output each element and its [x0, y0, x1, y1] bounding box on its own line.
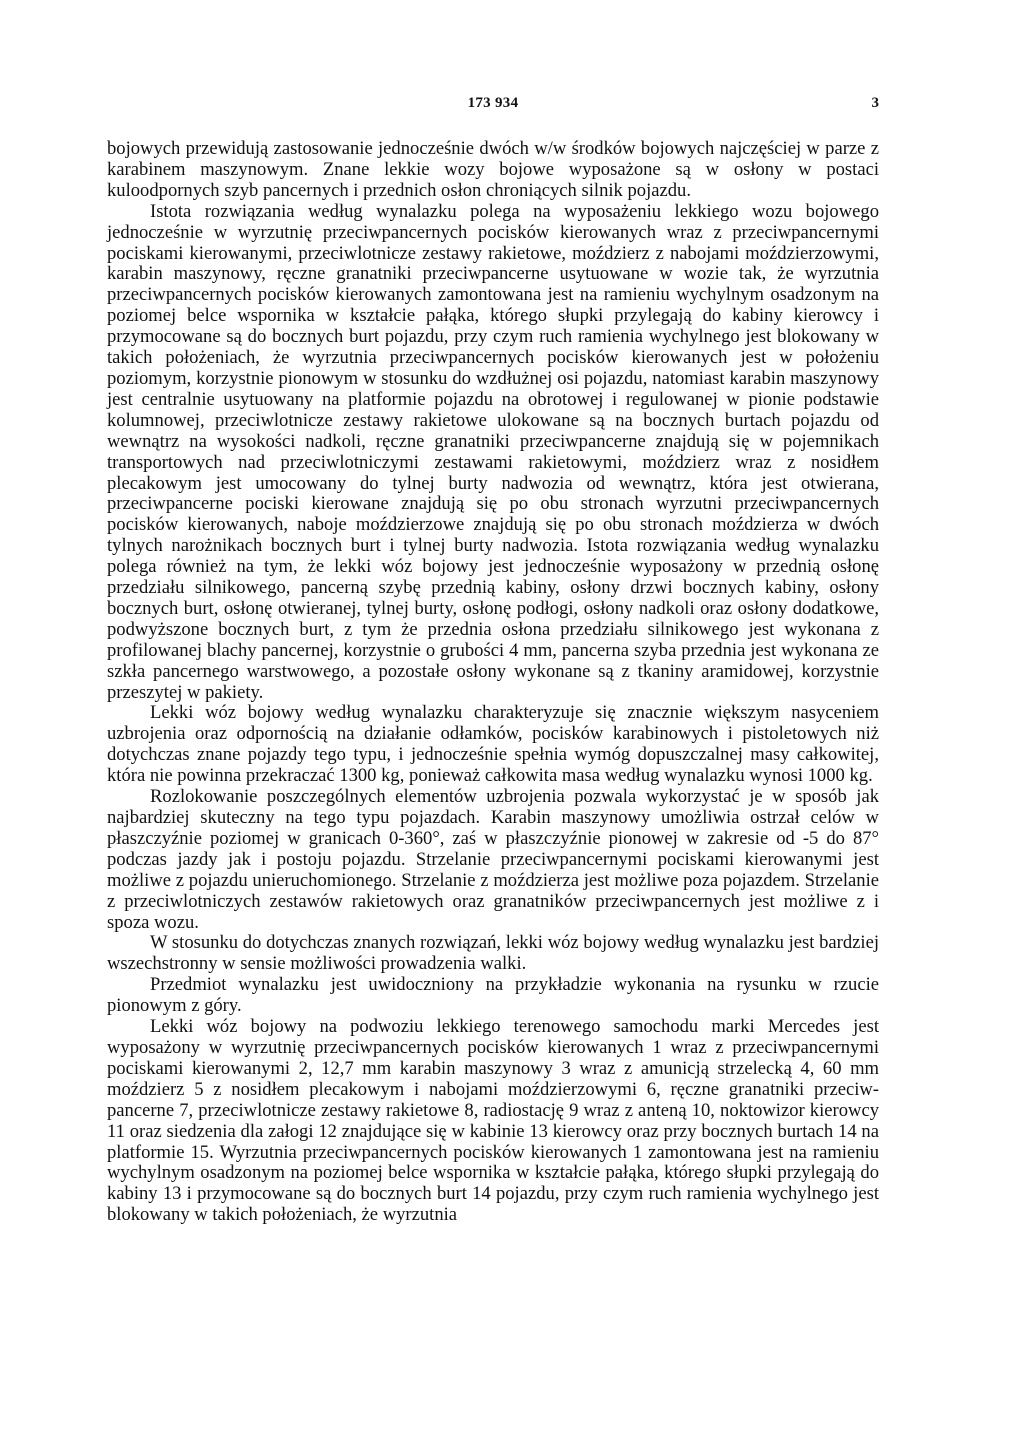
paragraph: W stosunku do dotychczas znanych rozwiązań, lekki wóz bojowy według wynalazku jest bardziej wszechstronny w sensie możliwości prowadzenia walki.: [107, 932, 879, 975]
paragraph: Lekki wóz bojowy według wynalazku charakteryzuje się znacznie większym nasyceniem uzbrojenia oraz odpornością na działanie odłamków, pocisków karabinowych i pistoletowych niż dotychczas znane pojazdy tego typu, i jednocześnie spełnia wymóg dopuszczalnej masy całkowitej, która nie powinna przekraczać 1300 kg, ponieważ całkowita masa według wynalazku wynosi 1000 kg.: [107, 702, 879, 787]
paragraph: bojowych przewidują zastosowanie jednocześnie dwóch w/w środków bojowych najczęściej w parze z karabinem maszynowym. Znane lekkie wozy bojowe wyposażone są w osłony w postaci kuloodpornych szyb pancernych i przednich osłon chroniących silnik pojazdu.: [107, 138, 879, 201]
paragraph: Istota rozwiązania według wynalazku polega na wyposażeniu lekkiego wozu bojowego jednocześnie w wyrzutnię przeciwpancernych pocisków kierowanych wraz z przeciwpancernymi pociskami kierowanymi, przeciwlotnicze zestawy rakietowe, moździerz z nabojami moździerzowymi, karabin maszynowy, ręczne granatniki przeciwpancerne usytuowane w wozie tak, że wyrzutnia przeciwpancernych pocisków kierowanych zamontowana jest na ramieniu wychylnym osadzonym na poziomej belce wspornika w kształcie pałąka, którego słupki przylegają do kabiny kierowcy i przymocowane są do bocznych burt pojazdu, przy czym ruch ramienia wychylnego jest blokowany w takich położeniach, że wyrzutnia przeciwpancernych pocisków kierowanych jest w położeniu poziomym, korzystnie pionowym w stosunku do wzdłużnej osi pojazdu, natomiast karabin maszynowy jest centralnie usytuowany na platformie pojazdu na obrotowej i regulowanej w pionie podstawie kolumnowej, przeciwlotnicze zestawy rakietowe ulokowane są na bocznych burtach pojazdu od wewnątrz na wysokości nadkoli, ręczne granatniki przeciwpancerne znajdują się w pojemnikach transportowych nad przeciwlotniczymi zestawami rakietowymi, moździerz wraz z nosidłem plecakowym jest umocowany do tylnej burty nadwozia od wewnątrz, która jest otwierana, przeciwpancerne pociski kierowane znajdują się po obu stronach wyrzutni przeciwpancernych pocisków kierowanych, naboje moździerzowe znajdują się po obu stronach moździerza w dwóch tylnych narożnikach bocznych burt i tylnej burty nadwozia. Istota rozwiązania według wynalazku polega również na tym, że lekki wóz bojowy jest jednocześnie wyposażony w przednią osłonę przedziału silnikowego, pancerną szybę przednią kabiny, osłony drzwi bocznych kabiny, osłony bocznych burt, osłonę otwieranej, tylnej burty, osłonę podłogi, osłony nadkoli oraz osłony dodatkowe, podwyższone bocznych burt, z tym że przednia osłona przedziału silnikowego jest wykonana z profilowanej blachy pancernej, korzystnie o grubości 4 mm, pancerna szyba przednia jest wykonana ze szkła pancernego warstwowego, a pozostałe osłony wykonane są z tkaniny aramidowej, korzystnie przeszytej w pakiety.: [107, 200, 879, 703]
paragraph: Przedmiot wynalazku jest uwidoczniony na przykładzie wykonania na rysunku w rzucie pionowym z góry.: [107, 974, 879, 1017]
body-text: [107, 139, 879, 1226]
page-header: [107, 95, 879, 119]
paragraph: Lekki wóz bojowy na podwoziu lekkiego terenowego samochodu marki Mercedes jest wyposażony w wyrzutnię przeciwpancernych pocisków kierowanych 1 wraz z przeciwpancernymi pociskami kierowanymi 2, 12,7 mm karabin maszynowy 3 wraz z amunicją strzelecką 4, 60 mm moździerz 5 z nosidłem plecakowym i nabojami moździerzowymi 6, ręczne granatniki przeciwpancerne 7, przeciwlotnicze zestawy rakietowe 8, radiostację 9 wraz z anteną 10, noktowizor kierowcy 11 oraz siedzenia dla załogi 12 znajdujące się w kabinie 13 kierowcy oraz przy bocznych burtach 14 na platformie 15. Wyrzutnia przeciwpancernych pocisków kierowanych 1 zamontowana jest na ramieniu wychylnym osadzonym na poziomej belce wspornika w kształcie pałąka, którego słupki przylegają do kabiny 13 i przymocowane są do bocznych burt 14 pojazdu, przy czym ruch ramienia wychylnego jest blokowany w takich położeniach, że wyrzutnia: [107, 1016, 879, 1226]
page-number: 3: [871, 95, 879, 111]
paragraph: Rozlokowanie poszczególnych elementów uzbrojenia pozwala wykorzystać je w sposób jak najbardziej skuteczny na tego typu pojazdach. Karabin maszynowy umożliwia ostrzał celów w płaszczyźnie poziomej w granicach 0-360°, zaś w płaszczyźnie pionowej w zakresie od -5 do 87° podczas jazdy jak i postoju pojazdu. Strzelanie przeciwpancernymi pociskami kierowanymi jest możliwe z pojazdu unieruchomionego. Strzelanie z moździerza jest możliwe poza pojazdem. Strzelanie z przeciwlotniczych zestawów rakietowych oraz granatników przeciwpancernych jest możliwe z i spoza wozu.: [107, 786, 879, 933]
document-number: 173 934: [467, 95, 519, 111]
